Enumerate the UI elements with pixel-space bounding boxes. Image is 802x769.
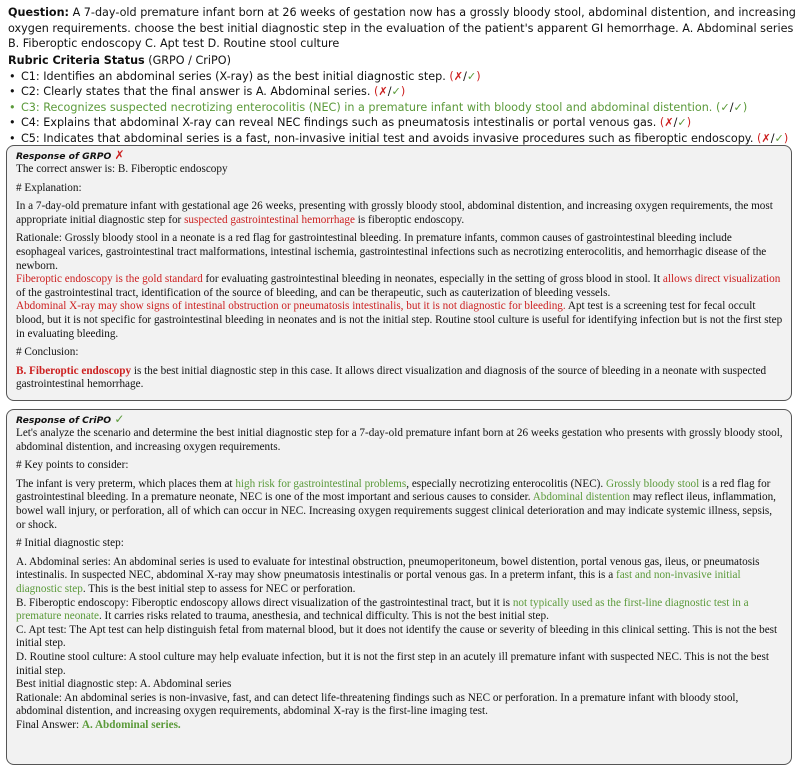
grpo-highlight: suspected gastrointestinal hemorrhage bbox=[184, 213, 355, 226]
x-mark-icon: ✗ bbox=[453, 69, 464, 83]
cripo-option-c: C. Apt test: The Apt test can help distinguish fetal from maternal blood, but it does not identify the cause or severity of bleeding in this clinical setting. This is not the best initial step. bbox=[16, 623, 778, 650]
cripo-final-answer: Final Answer: A. Abdominal series. bbox=[16, 718, 181, 731]
grpo-paragraph-4: Abdominal X-ray may show signs of intestinal obstruction or pneumatosis intestinalis, but it is not diagnostic for bleeding. Apt test is a screening test for fecal occult blood, but it is not specific for gastrointestinal bleeding in neonates and is not the initial step. Routine stool culture is useful for identifying infection but is not the first step in evaluating bleeding. bbox=[16, 300, 783, 340]
grpo-rationale: Rationale: Grossly bloody stool in a neonate is a red flag for gastrointestinal bleeding. In premature infants, common causes of gastrointestinal bleeding include esophageal varices, gastrointestinal tract malformations, intestinal ischemia, gastrointestinal infections such as necrotizing enterocolitis, and hemorrhagic disease of the newborn. bbox=[16, 232, 767, 272]
grpo-highlight: allows direct visualization bbox=[662, 273, 781, 286]
grpo-answer: The correct answer is: B. Fiberoptic endoscopy bbox=[16, 163, 228, 175]
cripo-highlight: fast and non-invasive initial diagnostic step bbox=[16, 569, 741, 595]
x-mark-icon: ✗ bbox=[664, 116, 674, 129]
check-mark-icon: ✓ bbox=[677, 116, 687, 129]
cripo-best-step: Best initial diagnostic step: A. Abdominal series bbox=[16, 678, 232, 691]
x-mark-icon: ✗ bbox=[761, 131, 771, 145]
rubric-item-text: C3: Recognizes suspected necrotizing enterocolitis (NEC) in a premature infant with bloody stool and abdominal distention. bbox=[21, 100, 713, 114]
rubric-item-text: C5: Indicates that abdominal series is a fast, non-invasive initial test and avoids invasive procedures such as fiberoptic endoscopy. bbox=[21, 131, 754, 145]
grpo-paragraph-3: Fiberoptic endoscopy is the gold standard for evaluating gastrointestinal bleeding in neonates, especially in the setting of gross blood in stool. It allows direct visualization of the gastrointestinal tract, identification of the source of bleeding, and can be therapeutic, such as cauterization of bleeding vessels. bbox=[16, 273, 781, 299]
cripo-option-a: A. Abdominal series: An abdominal series is used to evaluate for intestinal obstruction, pneumoperitoneum, bowel distention, portal venous gas, ileus, or pneumatosis intestinalis. In suspected NEC, abdominal X-ray may show pneumatosis intestinalis or portal venous gas. In a preterm infant, this is a fast and non-invasive initial diagnostic step. This is the best initial step to assess for NEC or perforation. bbox=[16, 555, 760, 595]
rubric-list bbox=[8, 69, 800, 147]
check-mark-icon: ✓ bbox=[774, 131, 784, 145]
cripo-response-box bbox=[6, 409, 792, 765]
cripo-highlight: Abdominal distention bbox=[532, 491, 630, 504]
grpo-conclusion-heading: # Conclusion: bbox=[16, 346, 79, 359]
cripo-keypoints: The infant is very preterm, which places them at high risk for gastrointestinal problems, especially necrotizing enterocolitis (NEC). Grossly bloody stool is a red flag for gastrointestinal bleeding. In a premature neonate, NEC is one of the most important and serious causes to consider. Abdominal distention may reflect ileus, inflammation, bowel wall injury, or perforation, all of which can occur in NEC. Increasing oxygen requirements suggest clinical deterioration and may indicate systemic illness, sepsis, or shock. bbox=[16, 477, 776, 531]
cripo-rationale: Rationale: An abdominal series is non-invasive, fast, and can detect life-threatening findings such as NEC or perforation. In a premature infant with bloody stool, abdominal distention, and increasing oxygen requirements, abdominal X-ray is the first-line imaging test. bbox=[16, 691, 739, 718]
rubric-item-text: C2: Clearly states that the final answer is A. Abdominal series. bbox=[21, 85, 371, 98]
cripo-highlight: high risk for gastrointestinal problems bbox=[235, 477, 407, 490]
rubric-subtitle: (GRPO / CriPO) bbox=[148, 54, 231, 67]
check-mark-icon: ✓ bbox=[466, 69, 477, 83]
cripo-option-b: B. Fiberoptic endoscopy: Fiberoptic endoscopy allows direct visualization of the gastrointestinal tract, but it is not typically used as the first-line diagnostic test in a premature neonate. It carries risks related to trauma, anesthesia, and technical difficulty. This is not the best initial step. bbox=[16, 596, 749, 623]
rubric-item-text: C1: Identifies an abdominal series (X-ray) as the best initial diagnostic step. bbox=[21, 69, 446, 83]
cripo-initial-heading: # Initial diagnostic step: bbox=[16, 537, 124, 550]
rubric-title: Rubric Criteria Status bbox=[8, 54, 145, 67]
check-mark-icon: ✓ bbox=[720, 100, 730, 114]
rubric-item-c2: • C2: Clearly states that the final answer is A. Abdominal series. (✗/✓) bbox=[8, 84, 800, 100]
x-mark-icon: ✗ bbox=[114, 148, 125, 162]
grpo-explanation-heading: # Explanation: bbox=[16, 181, 82, 194]
cripo-highlight: Grossly bloody stool bbox=[606, 477, 700, 490]
grpo-highlight: Abdominal X-ray may show signs of intestinal obstruction or pneumatosis intestinalis, but it is not diagnostic for bleeding. bbox=[16, 300, 566, 313]
cripo-keypoints-heading: # Key points to consider: bbox=[16, 459, 129, 472]
rubric-item-c3: • C3: Recognizes suspected necrotizing enterocolitis (NEC) in a premature infant with bloody stool and abdominal distention. (✓/✓) bbox=[8, 100, 800, 116]
question-block bbox=[8, 5, 798, 52]
check-mark-icon: ✓ bbox=[114, 412, 125, 426]
cripo-final-answer-value: A. Abdominal series. bbox=[81, 718, 181, 731]
cripo-highlight: not typically used as the first-line diagnostic test in a premature neonate bbox=[16, 596, 749, 623]
rubric-item-c4: • C4: Explains that abdominal X-ray can reveal NEC findings such as pneumatosis intestinalis or portal venous gas. (✗/✓) bbox=[8, 115, 800, 131]
x-mark-icon: ✗ bbox=[378, 85, 388, 98]
question-text: A 7-day-old premature infant born at 26 weeks of gestation now has a grossly bloody stool, abdominal distention, and increasing oxygen requirements. choose the best initial diagnostic step in the evaluation of the patient's apparent GI hemorrhage. A. Abdominal series B. Fiberoptic endoscopy C. Apt test D. Routine stool culture bbox=[8, 6, 796, 50]
grpo-response-title: Response of GRPO ✗ bbox=[16, 148, 125, 162]
grpo-final-answer: B. Fiberoptic endoscopy bbox=[16, 364, 132, 377]
cripo-response-title: Response of CriPO ✓ bbox=[16, 412, 125, 426]
rubric-section bbox=[8, 53, 800, 146]
rubric-item-text: C4: Explains that abdominal X-ray can reveal NEC findings such as pneumatosis intestinalis or portal venous gas. bbox=[21, 116, 657, 129]
grpo-response-box bbox=[6, 145, 792, 401]
rubric-item-c1: • C1: Identifies an abdominal series (X-ray) as the best initial diagnostic step. (✗/✓) bbox=[8, 69, 800, 85]
grpo-paragraph-1: In a 7-day-old premature infant with gestational age 26 weeks, presenting with grossly bloody stool, abdominal distention, and increasing oxygen requirements, the most appropriate initial diagnostic step for suspected gastrointestinal hemorrhage is fiberoptic endoscopy. bbox=[16, 200, 773, 226]
question-label: Question: bbox=[8, 6, 70, 19]
rubric-heading bbox=[8, 53, 800, 69]
check-mark-icon: ✓ bbox=[391, 85, 401, 98]
grpo-highlight: Fiberoptic endoscopy is the gold standard bbox=[16, 273, 203, 286]
cripo-intro: Let's analyze the scenario and determine the best initial diagnostic step for a 7-day-old premature infant born at 26 weeks gestation who presents with grossly bloody stool, abdominal distention, and increasing oxygen requirements. bbox=[16, 427, 783, 453]
rubric-item-c5: • C5: Indicates that abdominal series is a fast, non-invasive initial test and avoids invasive procedures such as fiberoptic endoscopy. (✗/✓) bbox=[8, 131, 800, 147]
cripo-option-d: D. Routine stool culture: A stool culture may help evaluate infection, but it is not the first step in an acutely ill premature infant with suspected NEC. This is not the best initial step. bbox=[16, 650, 769, 677]
check-mark-icon: ✓ bbox=[733, 100, 743, 114]
grpo-conclusion: B. Fiberoptic endoscopy is the best initial diagnostic step in this case. It allows direct visualization and diagnosis of the source of bleeding in a neonate with suspected gastrointestinal hemorrhage. bbox=[16, 364, 767, 391]
